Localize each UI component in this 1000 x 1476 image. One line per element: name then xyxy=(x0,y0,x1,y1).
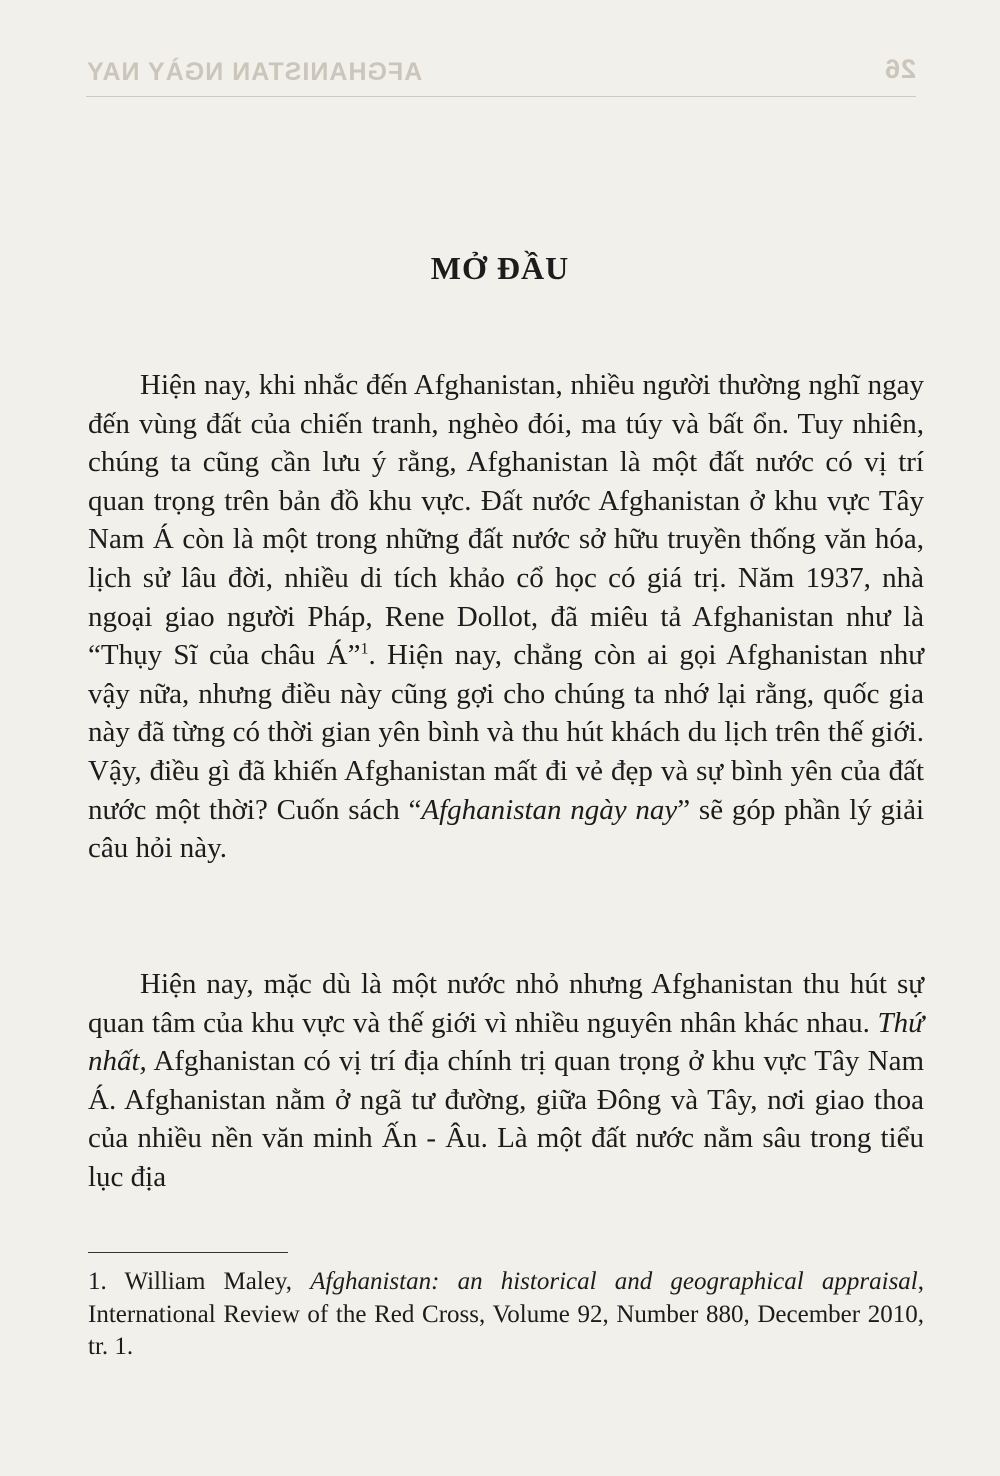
footnote-tail: , International Review of the Red Cross, Volume 92, Number 880, December 2010, tr. 1. xyxy=(88,1268,924,1360)
chapter-title: MỞ ĐẦU xyxy=(430,250,570,286)
paragraph-1 xyxy=(88,366,924,868)
paragraph-2-text-b: Afghanistan có vị trí địa chính trị quan trọng ở khu vực Tây Nam Á. Afghanistan nằm ở ngã tư đường, giữa Đông và Tây, nơi giao thoa của nhiều nền văn minh Ấn - Âu. Là một đất nước nằm sâu trong tiểu lục địa xyxy=(88,1045,924,1193)
footnote-lead: 1. William Maley, xyxy=(88,1268,311,1295)
running-title-mirrored: AFGHANISTAN NGÀY NAY xyxy=(86,58,423,86)
footnote-reference: 1 xyxy=(360,640,369,658)
footnote-divider xyxy=(88,1252,288,1253)
page-number-mirrored: 26 xyxy=(883,54,916,84)
bleed-through-header xyxy=(86,50,916,97)
first-point-label: Thứ nhất, xyxy=(88,1006,924,1078)
paragraph-2 xyxy=(88,965,924,1197)
paragraph-1-text-a: Hiện nay, khi nhắc đến Afghanistan, nhiều người thường nghĩ ngay đến vùng đất của chiến tranh, nghèo đói, ma túy và bất ổn. Tuy nhiên, chúng ta cũng cần lưu ý rằng, Afghanistan là một đất nước có vị trí quan trọng trên bản đồ khu vực. Đất nước Afghanistan ở khu vực Tây Nam Á còn là một trong những đất nước sở hữu truyền thống văn hóa, lịch sử lâu đời, nhiều di tích khảo cổ học có giá trị. Năm 1937, nhà ngoại giao người Pháp, Rene Dollot, đã miêu tả Afghanistan như là “Thụy Sĩ của châu Á” xyxy=(88,369,924,672)
footnote-work-title: Afghanistan: an historical and geographical appraisal xyxy=(310,1268,918,1295)
paragraph-2-text-a: Hiện nay, mặc dù là một nước nhỏ nhưng Afghanistan thu hút sự quan tâm của khu vực và thế giới vì nhiều nguyên nhân khác nhau. xyxy=(88,968,924,1039)
book-title: Afghanistan ngày nay xyxy=(421,793,678,826)
paragraph-1-text-c: ” sẽ góp phần lý giải câu hỏi này. xyxy=(88,793,924,865)
paragraph-1-text-b: . Hiện nay, chẳng còn ai gọi Afghanistan như vậy nữa, nhưng điều này cũng gợi cho chúng ta nhớ lại rằng, quốc gia này đã từng có thời gian yên bình và thu hút khách du lịch trên thế giới. Vậy, điều gì đã khiến Afghanistan mất đi vẻ đẹp và sự bình yên của đất nước một thời? Cuốn sách “ xyxy=(88,639,924,826)
footnote-1 xyxy=(88,1266,924,1364)
